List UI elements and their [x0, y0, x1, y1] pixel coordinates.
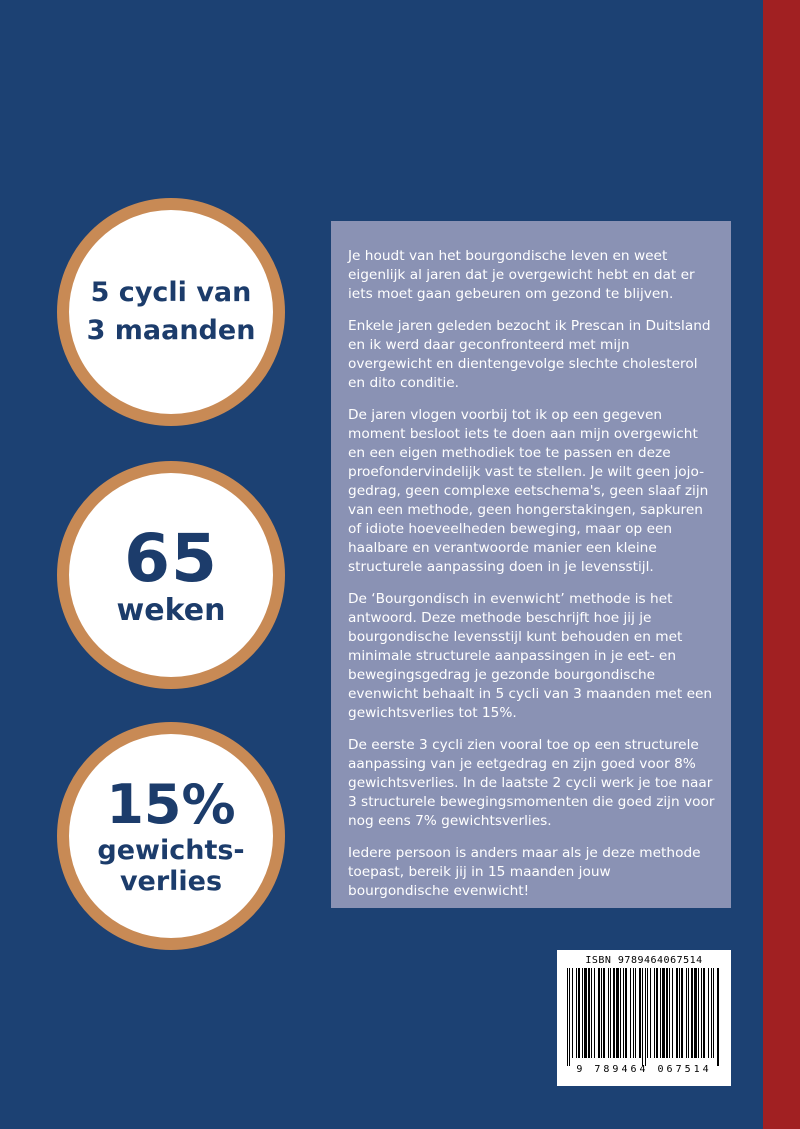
barcode-bar [708, 968, 709, 1058]
barcode-bar [635, 968, 636, 1058]
barcode-bar [694, 968, 697, 1058]
badge-weight-loss-number: 15% [106, 773, 236, 836]
isbn-digits: 9 789464 067514 [576, 1064, 712, 1075]
barcode-bar [650, 968, 651, 1058]
barcode-bar [691, 968, 693, 1058]
barcode-bar [660, 968, 661, 1058]
barcode-bar [588, 968, 590, 1058]
barcode-bar [582, 968, 583, 1058]
barcode-bar [701, 968, 702, 1058]
barcode-bar [613, 968, 615, 1058]
barcode-bar [623, 968, 624, 1058]
barcode-bar [717, 968, 719, 1066]
barcode-bar [633, 968, 634, 1058]
barcode-bar [656, 968, 658, 1058]
barcode-bar [679, 968, 680, 1058]
badge-cycles-line1: 5 cycli van [90, 277, 252, 308]
barcode-bar [666, 968, 668, 1058]
blurb-paragraph: De jaren vlogen voorbij tot ik op een gegeven moment besloot iets te doen aan mijn overgewicht en een eigen methodiek toe te passen en deze proefondervindelijk vast te stellen. Je wilt geen jojo-gedrag, geen complexe eetschema's, geen slaaf zijn van een methode, geen hongerstakingen, sapkuren of idiote hoeveelheden beweging, maar op een haalbare en verantwoorde manier een kleine structurele aanpassing doen in je levensstijl. [348, 407, 709, 575]
isbn-label: ISBN 9789464067514 [585, 955, 703, 966]
badge-weight-loss-unit-line1: gewichts- [97, 835, 245, 866]
barcode-bar [584, 968, 587, 1058]
barcode-bar [630, 968, 631, 1058]
blurb-paragraph: De ‘Bourgondisch in evenwicht’ methode is het antwoord. Deze methode beschrijft hoe jij je bourgondische levensstijl kunt behouden en met minimale structurele aanpassingen in je eet- en bewegingsgedrag je gezonde bourgondische evenwicht behaalt in 5 cycli van 3 maanden met een gewichtsverlies tot 15%. [348, 591, 713, 721]
blurb-paragraph: Je houdt van het bourgondische leven en weet eigenlijk al jaren dat je overgewicht hebt en dat er iets moet gaan gebeuren om gezond te blijven. [348, 248, 695, 302]
barcode-bar [591, 968, 592, 1058]
book-spine [763, 0, 800, 1129]
barcode-bar [576, 968, 577, 1058]
barcode-bar [608, 968, 609, 1058]
barcode-bar [647, 968, 648, 1058]
barcode-bar [569, 968, 570, 1066]
badge-weight-loss [57, 722, 285, 950]
barcode-bar [698, 968, 699, 1058]
badge-weeks-number: 65 [124, 520, 218, 597]
barcode-bar [601, 968, 602, 1058]
barcode-bar [654, 968, 655, 1058]
barcode-bar [578, 968, 580, 1058]
barcode-bar [598, 968, 600, 1058]
badge-weight-loss-unit-line2: verlies [119, 866, 223, 897]
barcode-bar [567, 968, 568, 1066]
barcode-bar [642, 968, 643, 1066]
barcode-bar [645, 968, 646, 1066]
barcode-bar [616, 968, 619, 1058]
barcode-bars [565, 968, 723, 1066]
barcode-bar [603, 968, 605, 1058]
barcode-bar [688, 968, 689, 1058]
barcode-bar [610, 968, 611, 1058]
barcode-bar [594, 968, 595, 1058]
barcode-bar [686, 968, 687, 1058]
blurb-paragraph: Iedere persoon is anders maar als je deze methode toepast, bereik jij in 15 maanden jouw bourgondische evenwicht! [348, 845, 701, 899]
isbn-barcode [557, 950, 731, 1086]
badge-weeks [57, 461, 285, 689]
barcode-bar [639, 968, 641, 1058]
barcode-bar [703, 968, 705, 1058]
barcode-bar [681, 968, 683, 1058]
badge-weeks-unit: weken [116, 593, 226, 628]
barcode-bar [572, 968, 573, 1058]
blurb-paragraph: De eerste 3 cycli zien vooral toe op een structurele aanpassing van je eetgedrag en zijn goed voor 8% gewichtsverlies. In de laatste 2 cycli werk je toe naar 3 structurele bewegingsmomenten die goed zijn voor nog eens 7% gewichtsverlies. [348, 737, 715, 829]
barcode-bar [676, 968, 678, 1058]
barcode-bar [669, 968, 670, 1058]
barcode-bar [662, 968, 665, 1058]
barcode-bar [713, 968, 714, 1058]
blurb-paragraph: Enkele jaren geleden bezocht ik Prescan in Duitsland en ik werd daar geconfronteerd met mijn overgewicht en dientengevolge slechte cholesterol en dito conditie. [348, 318, 711, 391]
barcode-bar [620, 968, 621, 1058]
badge-cycles-line2: 3 maanden [86, 315, 256, 346]
back-cover-blurb [331, 221, 731, 908]
badge-cycles [57, 198, 285, 426]
barcode-bar [672, 968, 673, 1058]
barcode-bar [711, 968, 712, 1058]
barcode-bar [625, 968, 627, 1058]
